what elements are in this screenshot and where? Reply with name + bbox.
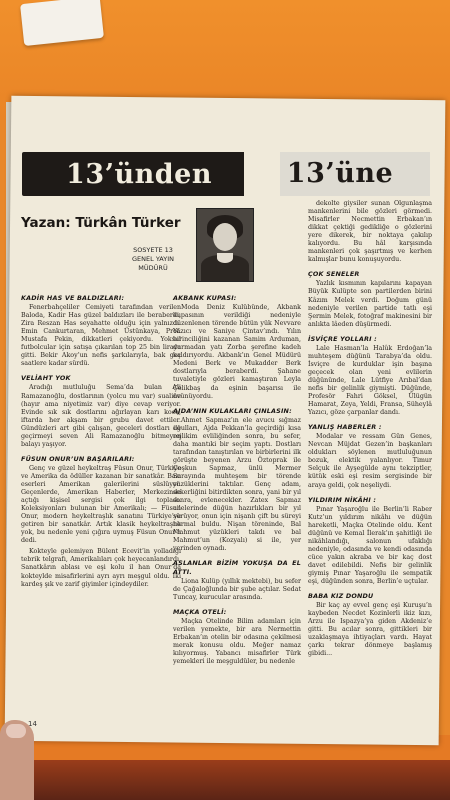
section-heading: YILDIRIM NİKÂHI :	[308, 495, 377, 504]
section-paragraph: dekolte giysiler sunan Olgunlaşma mankenlerini bile gözleri görmedi. Misafirler Necmettin Erbakan’ın dikkat çektiği gedikliğe o gözlerini yere dikerek, bir noktaya çakılıp kalıyordu. Bu hâl karşısında mankenleri çok şaşırtmış ve kerhen kalmışlar bunu konuşuyordu.	[308, 200, 432, 264]
title-band-separator	[244, 152, 280, 196]
title-right-text: 13’üne	[286, 157, 394, 189]
section-paragraph: Yazlık kısmının kapılarını kapayan Büyük Kulüpte son partilerden birini Kâzım Melek verdi. Doğum günü nedeniyle verilen partide tatlı eşi Şermin Melek, fotoğraf makinesini bir anlıkta lâeden düşürmedi.	[308, 280, 432, 328]
section-paragraph: Genç ve güzel heykeltraş Füsun Onur, Türkiye ve Amerika da ödüller kazanan bir sanatkâr. Bazı eserleri Amerikan galerilerini süslüyor. Geçenlerde, Amerikan Haberler, Merkezinde açtığı kişisel sergisi çok ilgi topladı. Koleksiyonları bulunan bir Amerikalı; — Füsun Onur, modern heykeltraşlık sanatını Türkiye’ye getiren bir sanatkâr. Artık klasik heykeltraşlık yok, bu nedenle yeni çığıra uymuş Füsun Onur’a dedi.	[21, 464, 181, 545]
section-heading: BABA KIZ DONDU	[308, 592, 374, 601]
column-1	[21, 288, 181, 592]
section-paragraph: Kokteyle gelemiyen Bülent Ecevit’in yolladığı tebrik telgrafı, Amerikalıları çok heyecanlandırdı. Sanatkârın ablası ve eşi kolu il han Onur’da kokteylde misafirlerini ayrı ayrı meşgul oldu. İki kardeş şık ve zarif giyimler içindeydiler.	[21, 548, 181, 588]
author-byline	[108, 246, 198, 273]
section-paragraph: Lale Hasman’la Halûk Erdoğan’la muhteşem düğünü Tarabya’da oldu. İsviçre de kurduklar işin başına geçecek olan yeni evlilerin düğününde, Lale Lütfiye Arıbal’dan nefis bir gelinlik giymişti. Düğünde, Profesör Fahri Göksel, Ülügün Hamarat, Zeya, Yeldi, Fransa, Süheylâ Yazıcı, göze çarpanlar dandı.	[308, 344, 432, 417]
section-heading: ÇOK SENELER	[308, 270, 360, 279]
thumbnail-nail	[6, 724, 26, 738]
section-heading: ASLANLAR BİZİM YOKUŞA DA EL ATTI.	[173, 559, 301, 576]
author-photo	[196, 208, 254, 282]
section-paragraph: Ahmet Sapmaz’ın ele avucu sığmaz oğulları, Ajda Pekkan’la geçirdiği kısa rejlikim evliliğinden sonra, bu sefer, daha mantıki bir seçim yaptı. Dostları tarafından tanıştırılan ve birbirlerini ilk görüşte beyenen Arzu Öztoprak ile Coşkun Sapmaz, ünlü Mermer Sarayında muhteşem bir törende yüzüklerini taktılar. Genç adam, sekerliğini bitirdikten sonra, yani bir yıl sonra, evlenecekler. Zatex Sapmaz ailelerinde düğün hazırlıkları bir yıl sürüyor, onun için nişanlı çift bu süreyi normal buldu. Nişan töreninde, Bal Mahmut yüzükleri takdı ve bal Mahmut’un (Kozyalı) si ile, yer yerinden oynadı.	[173, 416, 301, 553]
section-heading: AJDA’NIN KULAKLARI ÇINLASIN:	[173, 406, 292, 415]
section-heading: İSVİÇRE YOLLARI :	[308, 334, 377, 343]
section-heading: YANLIŞ HABERLER :	[308, 423, 382, 432]
column-3	[308, 200, 432, 661]
section-paragraph: Liona Kulüp (yıllık mektebi), bu sefer de Çağaloğlunda bir şube açtılar. Sedat Tuncay, kurucular arasında.	[173, 577, 301, 601]
author-line: Yazan: Türkân Türker	[21, 215, 181, 231]
section-paragraph: Bir kaç ay evvel genç eşi Kuruşu’n kaybeden Necdet Kozinlerli ikiz kızı, Arzu ile Ispazya’ya giden Akdeniz’e gitti. Bu acılar sonra, gittikleri bir uzaklaşmaya ihtiyaçları vardı. Hayat çarkı tekrar dönmeye başlamış gibidi...	[308, 602, 432, 658]
section-paragraph: Aradığı mutluluğu Sema’da bulan Ali Ramazanoğlu, dostlarının (yolcu mu var) sualine (hayır ama niyetimiz var) diye cevap veriyor. Evinde sık sık dostlarını ağırlayan karı koca, iftarda her akşam bir grubu davet ettiler. Gündüzleri art gibi çalışan, geceleri dostları ile geçirmeyi seven Ali Ramazanoğlu bitmeyen balayı yaşıyor.	[21, 384, 181, 448]
title-left-text: 13’ünden	[66, 158, 212, 190]
section-paragraph: Moda Deniz Kulübünde, Akbank kupasının verildiği nedeniyle düzenlenen törende bütün yük Nevvare Yazıcı ve Saniye Çintav’ındı. Yılın birinciliğini kazanan Samim Arduman, durmadan yatı Zorba şerefine kadeh kaldırıyordu. Akbank’ın Genel Müdürü Medeni Berk ve Mukadder Berk dostlarıyla beraberdi. Şahane tuvaletiyle gözleri kamaştıran Leyla Çelikbaş da eşinin başarısı ile övünüyordu.	[173, 304, 301, 400]
title-left	[34, 152, 244, 196]
section-heading: MAÇKA OTELİ:	[173, 607, 227, 616]
section-paragraph: Fenerbahçeliler Cemiyeti tarafından verilen Baloda, Kadir Has güzel baldızları ile beraberdi, Zira Reszan Has seyahatte olduğu için yalnızdı. Emin Cankurtaran, Mehmet Üstünkaya, Prof. Mustafa Pekin, dikkatleri çekiyordu. Yoksul futbolcular için satışa çıkarılan top 25 bin liraya gitti. Bekir Akoy’un nefis şarkılarıyla, bak geç saatlere kadar sürdü.	[21, 304, 181, 368]
desk-shadow	[0, 760, 450, 800]
byline-line-1: SOSYETE 13	[133, 246, 173, 254]
byline-line-2: GENEL YAYIN	[132, 255, 174, 263]
section-heading: VELİAHT YOK	[21, 374, 71, 383]
title-right	[280, 150, 400, 196]
column-2	[173, 288, 301, 669]
page-number: 14	[28, 720, 37, 728]
section-heading: AKBANK KUPASI:	[173, 294, 237, 302]
section-paragraph: Maçka Otelinde Bilim adamları için verilen yemekte, bir ara Nermettin Erbakan’ın otelin bir odasına çekilmesi merak konusu oldu. Meğer namaz kılıyormuş. Yabancı misafirler Türk yemekleri ile meşguldüler, bu nedenle	[173, 617, 301, 665]
byline-line-3: MÜDÜRÜ	[138, 264, 168, 272]
section-heading: FÜSUN ONUR’UN BAŞARILARI:	[21, 454, 135, 463]
section-heading: KADİR HAS VE BALDIZLARI:	[21, 294, 125, 302]
section-paragraph: Pınar Yaşaroğlu ile Berlin’li Raber Kutz’un yıldırım nikâhı ve düğün hareketli, Maçka Otelinde oldu. Kent düğünü ve Kemal İlerak’ın şahitliği ile nikâhlandığı, salonun ufaklığı nedeniyle, odasında ve kendi odasında cüce yakın akraba ve bir kaç dost davet edilebildi. Nefis bir gelinlik giymiş Pınar Yaşaroğlu ile sempatik eşi, düğünden sonra, Berlin’e uçtular.	[308, 505, 432, 586]
section-paragraph: Modalar ve ressam Gün Genes, Nevcan Müjdat Gezen’in başkanları oldukları söylenen mutluluğunun bozuk, elektik yalanlıyor. Timur Selçuk ile Ayşegülde aynı tekziptler, kütük eski eşi resim sergisinde bir araya geldi, çok neşeliydi.	[308, 433, 432, 489]
